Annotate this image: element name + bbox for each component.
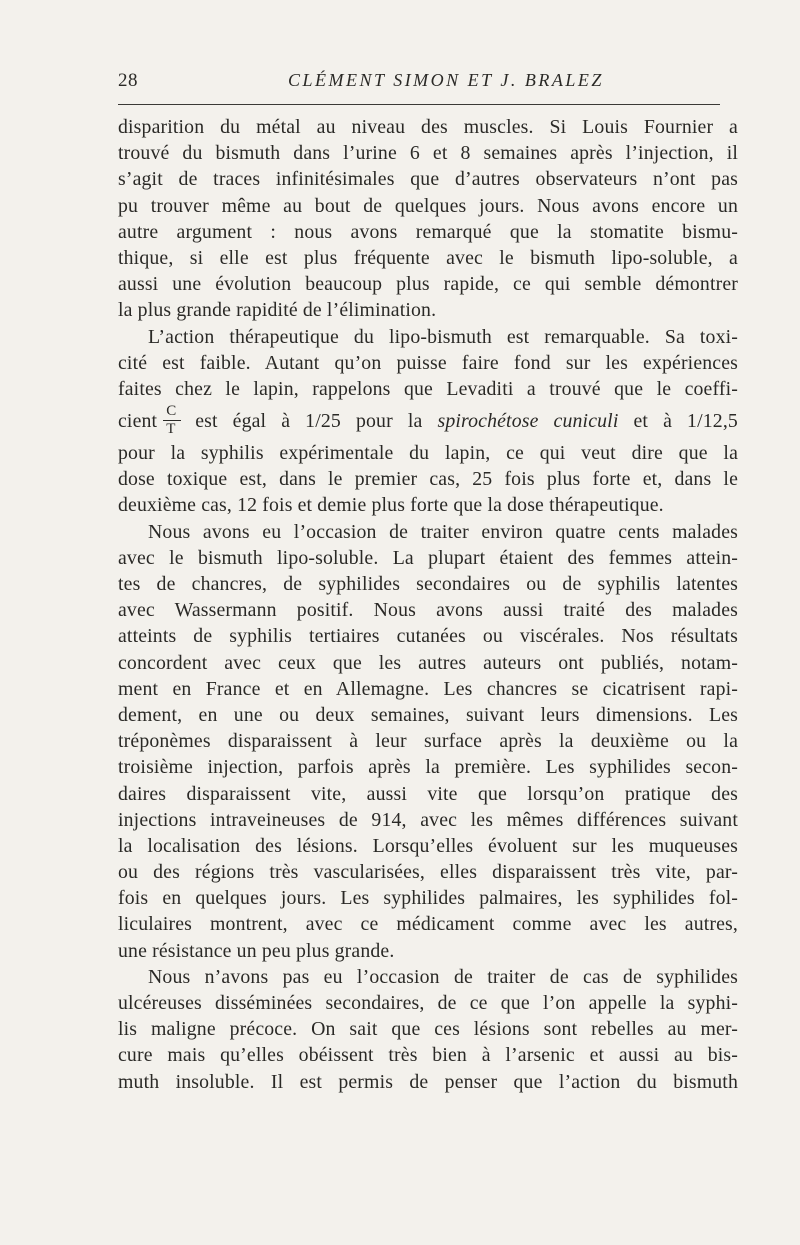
text-line: liculaires montrent, avec ce médicament comme avec les autres, xyxy=(118,913,738,936)
running-title: CLÉMENT SIMON ET J. BRALEZ xyxy=(288,70,604,90)
text-line: fois en quelques jours. Les syphilides palmaires, les syphilides fol- xyxy=(118,887,738,910)
text-line: ulcéreuses disséminées secondaires, de ce que l’on appelle la syphi- xyxy=(118,992,738,1014)
text-line: pu trouver même au bout de quelques jours. Nous avons encore un xyxy=(118,194,738,217)
text-line: dement, en une ou deux semaines, suivant leurs dimensions. Les xyxy=(118,703,738,726)
formula-line xyxy=(118,402,738,440)
text-line: ment en France et en Allemagne. Les chancres se cicatrisent rapi- xyxy=(118,677,738,700)
fraction-denominator: T xyxy=(166,421,176,438)
formula-middle: est égal à 1/25 pour la xyxy=(195,410,423,433)
text-line: la plus grande rapidité de l’élimination. xyxy=(118,299,437,322)
text-line: dose toxique est, dans le premier cas, 25 fois plus forte et, dans le xyxy=(118,468,738,491)
text-line: thique, si elle est plus fréquente avec le bismuth lipo-soluble, a xyxy=(118,246,738,269)
text-line: trouvé du bismuth dans l’urine 6 et 8 semaines après l’injection, il xyxy=(118,142,738,165)
text-line: Nous n’avons pas eu l’occasion de traiter de cas de syphilides xyxy=(148,965,738,988)
fraction-numerator: C xyxy=(166,403,177,420)
text-line: tréponèmes disparaissent à leur surface après la deuxième ou la xyxy=(118,730,738,753)
text-line: ou des régions très vascularisées, elles disparaissent très vite, par- xyxy=(118,861,738,884)
text-line: la localisation des lésions. Lorsqu’elles évoluent sur les muqueuses xyxy=(118,834,738,857)
text-line: faites chez le lapin, rappelons que Levaditi a trouvé que le coeffi- xyxy=(118,377,738,400)
header-rule xyxy=(118,104,720,105)
paragraph-2 xyxy=(118,324,738,519)
text-line: tes de chancres, de syphilides secondaires ou de syphilis latentes xyxy=(118,573,738,595)
text-line: s’agit de traces infinitésimales que d’autres observateurs n’ont pas xyxy=(118,168,738,191)
paragraph-1 xyxy=(118,114,738,324)
fraction xyxy=(163,404,181,437)
text-line: autre argument : nous avons remarqué que la stomatite bismu- xyxy=(118,220,738,243)
text-line: disparition du métal au niveau des muscles. Si Louis Fournier a xyxy=(118,116,738,138)
text-line: avec le bismuth lipo-soluble. La plupart étaient des femmes attein- xyxy=(118,546,738,569)
text-line: pour la syphilis expérimentale du lapin, ce qui veut dire que la xyxy=(118,442,738,465)
page-number: 28 xyxy=(118,70,138,91)
paragraph-3 xyxy=(118,519,738,964)
text-line: cure mais qu’elles obéissent très bien à l’arsenic et aussi au bis- xyxy=(118,1044,738,1067)
text-line: atteints de syphilis tertiaires cutanées ou viscérales. Nos résultats xyxy=(118,625,738,648)
formula-after: et à 1/12,5 xyxy=(633,410,738,433)
text-line: troisième injection, parfois après la première. Les syphilides secon- xyxy=(118,756,738,779)
text-line: injections intraveineuses de 914, avec les mêmes différences suivant xyxy=(118,808,738,831)
text-line: concordent avec ceux que les autres auteurs ont publiés, notam- xyxy=(118,651,738,674)
body-text xyxy=(118,114,738,1095)
page-header xyxy=(118,70,738,100)
text-line: muth insoluble. Il est permis de penser que l’action du bismuth xyxy=(118,1070,738,1093)
text-line: L’action thérapeutique du lipo-bismuth est remarquable. Sa toxi- xyxy=(148,325,738,348)
formula-before: cient xyxy=(118,410,158,433)
text-line: aussi une évolution beaucoup plus rapide, ce qui semble démontrer xyxy=(118,273,738,296)
text-line: une résistance un peu plus grande. xyxy=(118,939,395,962)
text-line: deuxième cas, 12 fois et demie plus forte que la dose thérapeutique. xyxy=(118,494,664,517)
text-line: lis maligne précoce. On sait que ces lésions sont rebelles au mer- xyxy=(118,1018,738,1041)
text-line: avec Wassermann positif. Nous avons aussi traité des malades xyxy=(118,599,738,622)
paragraph-4 xyxy=(118,964,738,1095)
text-line: Nous avons eu l’occasion de traiter environ quatre cents malades xyxy=(148,520,738,543)
text-line: cité est faible. Autant qu’on puisse faire fond sur les expériences xyxy=(118,351,738,374)
formula-italic-term: spirochétose cuniculi xyxy=(437,410,619,433)
text-line: daires disparaissent vite, aussi vite que lorsqu’on pratique des xyxy=(118,782,738,805)
